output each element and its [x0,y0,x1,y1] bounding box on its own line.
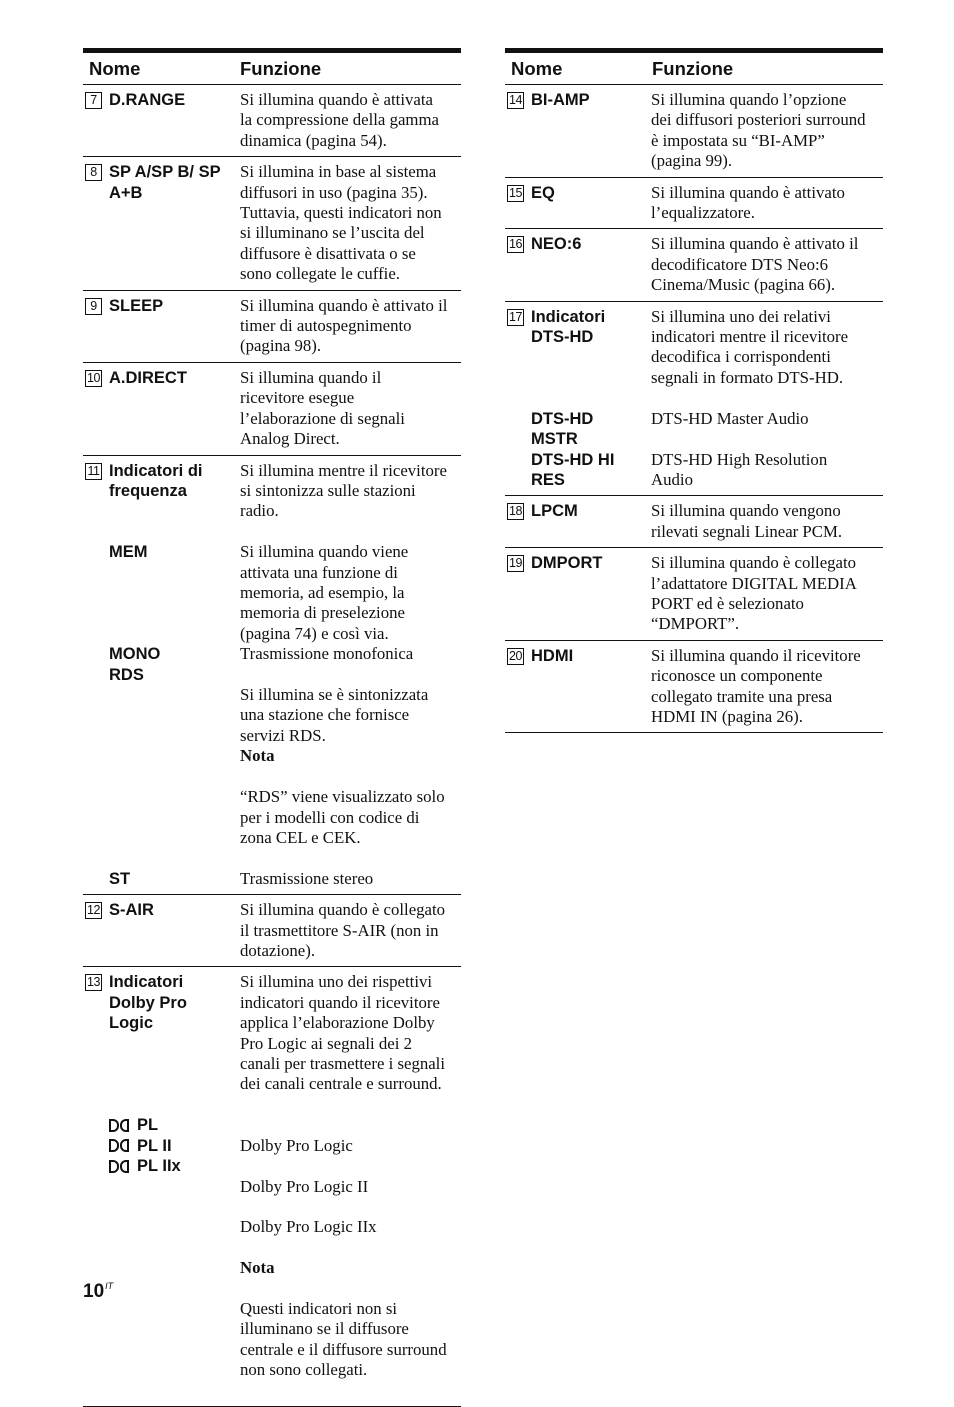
table-row-17 [505,302,883,497]
item-number: 19 [507,555,524,572]
indicator-name: EQ [531,183,555,202]
indicator-name: DMPORT [531,554,603,573]
table-row-10 [83,363,461,456]
indicator-name-hires: DTS-HD HI RES [531,450,615,489]
indicator-function-mono: Trasmissione monofonica [240,644,414,664]
table-header [83,48,461,85]
item-number: 14 [507,92,524,109]
dolby-double-d-icon [109,1160,129,1173]
item-number: 10 [85,370,102,387]
dolby-double-d-icon [109,1119,129,1132]
page-number: $10^{IT}$ [83,1281,114,1302]
indicator-function: Si illumina quando è attivato il timer di autospegnimento (pagina 98). [240,295,448,356]
indicator-name: NEO:6 [531,235,582,254]
item-number: 15 [507,185,524,202]
indicator-name-rds: RDS [109,665,144,684]
indicator-function: Si illumina quando vengono rilevati segnali Linear PCM. [651,501,843,541]
indicator-function-rds: Si illumina se è sintonizzata una stazione che fornisce servizi RDS. [240,685,429,745]
header-function: Funzione [240,58,322,79]
indicator-name: S-AIR [109,901,154,920]
table-row-11 [83,456,461,896]
indicator-name: HDMI [531,646,574,665]
note-text: “RDS” viene visualizzato solo per i modelli con codice di zona CEL e CEK. [240,787,445,847]
indicator-function: Si illumina quando è collegato il trasmettitore S-AIR (non in dotazione). [240,900,446,960]
table-row-14 [505,85,883,178]
item-number: 17 [507,309,524,326]
header-name: Nome [89,58,141,79]
item-number: 9 [85,298,102,315]
indicator-name-mem: MEM [109,543,148,562]
item-number: 20 [507,648,524,665]
table-row-8 [83,157,461,290]
table-row-9 [83,291,461,363]
indicator-function: Si illumina uno dei relativi indicatori mentre il ricevitore decodifica i corrispondenti segnali in formato DTS-HD. [651,306,849,387]
table-row-7 [83,85,461,157]
dolby-double-d-icon [109,1139,129,1152]
item-number: 13 [85,974,102,991]
table-row-20 [505,641,883,734]
page-language: IT [105,1281,114,1291]
indicator-function: Si illumina quando è attivata la compressione della gamma dinamica (pagina 54). [240,90,439,150]
note-label: Nota [240,746,275,766]
indicator-function: Si illumina quando il ricevitore esegue l’elaborazione di segnali Analog Direct. [240,367,405,449]
note-text: Questi indicatori non si illuminano se il diffusore centrale e il diffusore surround non sono collegati. [240,1298,447,1380]
indicator-name: A.DIRECT [109,368,187,387]
table-row-18 [505,496,883,548]
item-number: 18 [507,503,524,520]
indicator-name: BI-AMP [531,91,590,109]
indicator-name: SP A/SP B/ SP A+B [109,163,221,202]
indicator-name-mono: MONO [109,645,161,664]
item-number: 11 [85,463,102,480]
indicator-function-mem: Si illumina quando viene attivata una funzione di memoria, ad esempio, la memoria di preselezione (pagina 74) e così via. [240,542,409,643]
table-row-13 [83,967,461,1407]
table-row-19 [505,548,883,641]
indicator-function: Si illumina quando è attivato il decodificatore DTS Neo:6 Cinema/Music (pagina 66). [651,234,859,295]
pl2-indicator: PL II [109,1136,240,1156]
header-name: Nome [511,58,563,79]
pl-function: Dolby Pro Logic [240,1135,353,1155]
table-header [505,48,883,85]
item-number: 12 [85,902,102,919]
indicator-function: Si illumina in base al sistema diffusori in uso (pagina 35). Tuttavia, questi indicatori non si illuminano se l’uscita del diffusore è disattivata o se sono collegate le cuffie. [240,162,442,284]
table-row-15 [505,178,883,230]
header-function: Funzione [652,58,734,79]
indicator-name: Indicatori Dolby Pro Logic [109,973,187,1033]
table-row-16 [505,229,883,301]
pl-indicator: PL [109,1115,240,1135]
note-label: Nota [240,1258,275,1278]
indicator-function: Si illumina uno dei rispettivi indicatori quando il ricevitore applica l’elaborazione Dolby Pro Logic ai segnali dei 2 canali per trasmettere i segnali dei canali centrale e surround. [240,972,446,1094]
indicator-name: D.RANGE [109,91,186,109]
item-number: 16 [507,236,524,253]
pl2x-indicator: PL IIx [109,1156,240,1176]
item-number: 7 [85,92,102,109]
indicator-function-hires: DTS-HD High Resolution Audio [651,449,828,489]
indicator-function: Si illumina quando è attivato l’equalizzatore. [651,182,845,223]
item-number: 8 [85,164,102,181]
indicator-name: SLEEP [109,296,164,315]
indicator-name: Indicatori DTS-HD [531,307,606,347]
pl2x-function: Dolby Pro Logic IIx [240,1217,377,1237]
indicator-name-mstr: DTS-HD MSTR [531,409,594,449]
indicator-function-st: Trasmissione stereo [240,868,374,888]
left-table [83,48,461,1407]
indicator-name: Indicatori di frequenza [109,461,203,500]
indicator-function-mstr: DTS-HD Master Audio [651,408,809,428]
indicator-function: Si illumina mentre il ricevitore si sintonizza sulle stazioni radio. [240,460,447,521]
table-row-12 [83,895,461,967]
indicator-function: Si illumina quando è collegato l’adattatore DIGITAL MEDIA PORT ed è selezionato “DMPORT”. [651,553,857,634]
right-table [505,48,883,733]
pl2-function: Dolby Pro Logic II [240,1176,369,1196]
indicator-name: LPCM [531,502,578,521]
indicator-name-st: ST [109,869,131,888]
indicator-function: Si illumina quando l’opzione dei diffusori posteriori surround è impostata su “BI-AMP” (pagina 99). [651,90,866,171]
indicator-function: Si illumina quando il ricevitore riconosce un componente collegato tramite una presa HDMI IN (pagina 26). [651,645,861,727]
